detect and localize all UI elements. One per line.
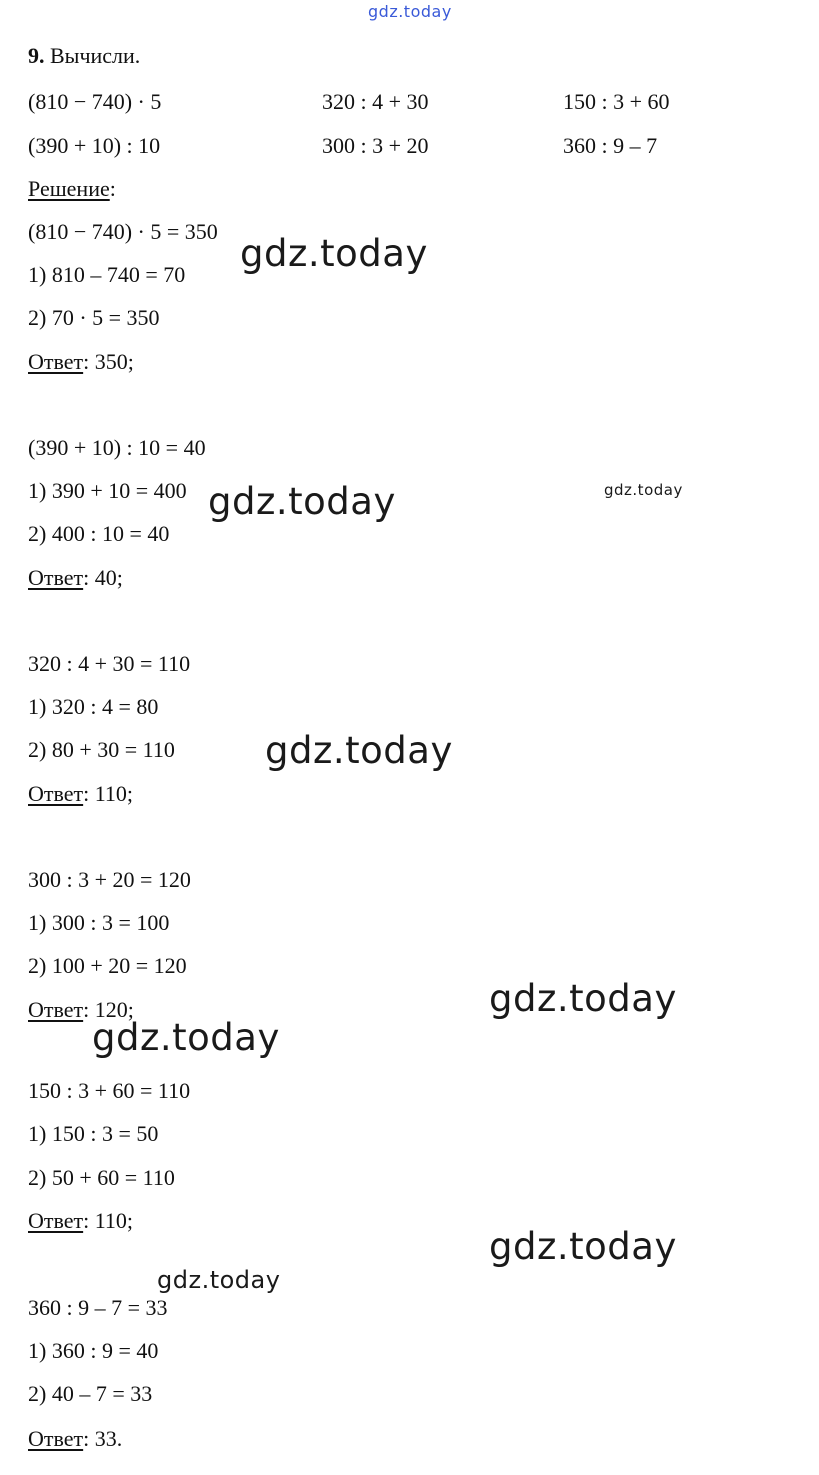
solution-answer bbox=[28, 782, 133, 806]
solution-step: 1) 810 – 740 = 70 bbox=[28, 262, 186, 287]
answer-value: : 110; bbox=[83, 1208, 134, 1233]
watermark: gdz.today bbox=[240, 232, 428, 275]
watermark: gdz.today bbox=[92, 1016, 280, 1059]
expression: 320 : 4 + 30 bbox=[322, 89, 429, 114]
answer-value: : 33. bbox=[83, 1426, 123, 1451]
solution-answer bbox=[28, 1427, 122, 1451]
expression: 150 : 3 + 60 bbox=[563, 89, 670, 114]
task-title: Вычисли. bbox=[50, 43, 141, 68]
solution-step: 2) 100 + 20 = 120 bbox=[28, 953, 187, 978]
answer-value: : 120; bbox=[83, 997, 134, 1022]
solution-equation: (390 + 10) : 10 = 40 bbox=[28, 435, 206, 460]
solution-equation: 320 : 4 + 30 = 110 bbox=[28, 651, 191, 676]
expression: 300 : 3 + 20 bbox=[322, 133, 429, 158]
watermark: gdz.today bbox=[489, 1225, 677, 1268]
answer-label: Ответ bbox=[28, 997, 84, 1022]
answer-label: Ответ bbox=[28, 781, 84, 806]
solution-step: 2) 70 · 5 = 350 bbox=[28, 305, 160, 330]
solution-answer bbox=[28, 350, 134, 374]
answer-label: Ответ bbox=[28, 565, 84, 590]
solution-step: 1) 390 + 10 = 400 bbox=[28, 478, 187, 503]
watermark: gdz.today bbox=[489, 977, 677, 1020]
watermark: gdz.today bbox=[265, 729, 453, 772]
answer-value: : 110; bbox=[83, 781, 134, 806]
solution-equation: 360 : 9 – 7 = 33 bbox=[28, 1295, 168, 1320]
solution-step: 2) 40 – 7 = 33 bbox=[28, 1381, 153, 1406]
solution-equation: 150 : 3 + 60 = 110 bbox=[28, 1078, 191, 1103]
solution-label: Решение bbox=[28, 176, 110, 201]
task-header bbox=[28, 44, 140, 68]
solution-equation: (810 − 740) · 5 = 350 bbox=[28, 219, 218, 244]
solution-step: 2) 400 : 10 = 40 bbox=[28, 521, 170, 546]
task-number: 9. bbox=[28, 43, 45, 68]
watermark-top: gdz.today bbox=[368, 2, 452, 21]
watermark: gdz.today bbox=[208, 480, 396, 523]
solution-answer bbox=[28, 566, 123, 590]
answer-label: Ответ bbox=[28, 349, 84, 374]
solution-answer bbox=[28, 998, 134, 1022]
expression: (810 − 740) · 5 bbox=[28, 89, 162, 114]
solution-step: 1) 300 : 3 = 100 bbox=[28, 910, 170, 935]
solution-step: 1) 150 : 3 = 50 bbox=[28, 1121, 159, 1146]
answer-value: : 350; bbox=[83, 349, 134, 374]
solution-answer bbox=[28, 1209, 133, 1233]
expression: (390 + 10) : 10 bbox=[28, 133, 161, 158]
solution-equation: 300 : 3 + 20 = 120 bbox=[28, 867, 191, 892]
solution-heading: Решение: bbox=[28, 176, 116, 201]
solution-step: 1) 360 : 9 = 40 bbox=[28, 1338, 159, 1363]
answer-label: Ответ bbox=[28, 1208, 84, 1233]
solution-step: 2) 50 + 60 = 110 bbox=[28, 1165, 175, 1190]
answer-label: Ответ bbox=[28, 1426, 84, 1451]
watermark-small: gdz.today bbox=[604, 481, 683, 499]
answer-value: : 40; bbox=[83, 565, 123, 590]
solution-step: 2) 80 + 30 = 110 bbox=[28, 737, 175, 762]
watermark-medium: gdz.today bbox=[157, 1266, 281, 1294]
expression: 360 : 9 – 7 bbox=[563, 133, 658, 158]
solution-step: 1) 320 : 4 = 80 bbox=[28, 694, 159, 719]
